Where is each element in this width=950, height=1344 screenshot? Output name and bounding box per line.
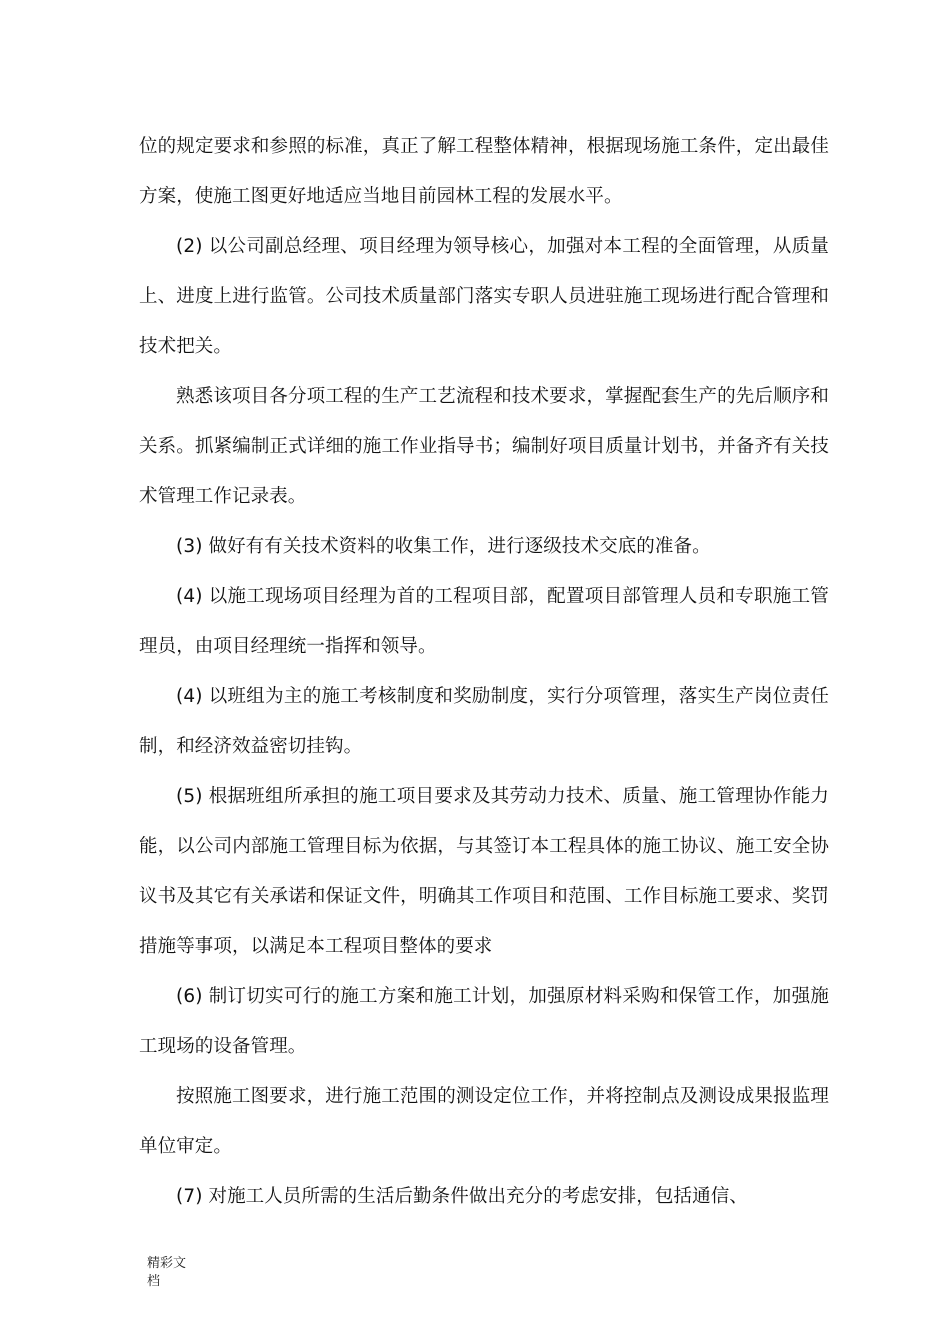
paragraph-item-4a: (4) 以施工现场项目经理为首的工程项目部，配置项目部管理人员和专职施工管理员，由项目经理统一指挥和领导。 [139,586,829,657]
paragraph-item-7: (7) 对施工人员所需的生活后勤条件做出充分的考虑安排，包括通信、 [176,1186,748,1207]
paragraph-item-5: (5) 根据班组所承担的施工项目要求及其劳动力技术、质量、施工管理协作能力能，以公司内部施工管理目标为依据，与其签订本工程具体的施工协议、施工安全协议书及其它有关承诺和保证文件，明确其工作项目和范围、工作目标施工要求、奖罚措施等事项，以满足本工程项目整体的要求 [139,786,829,957]
footer-line-2: 档 [147,1274,161,1289]
paragraph-survey: 按照施工图要求，进行施工范围的测设定位工作，并将控制点及测设成果报监理单位审定。 [139,1086,829,1157]
paragraph-item-2: (2) 以公司副总经理、项目经理为领导核心，加强对本工程的全面管理，从质量上、进度上进行监管。公司技术质量部门落实专职人员进驻施工现场进行配合管理和技术把关。 [139,236,829,357]
document-body [139,122,829,1222]
footer-line-1: 精彩文 [147,1256,187,1271]
paragraph-item-4b: (4) 以班组为主的施工考核制度和奖励制度，实行分项管理，落实生产岗位责任制，和经济效益密切挂钩。 [139,686,829,757]
paragraph-item-3: (3) 做好有有关技术资料的收集工作，进行逐级技术交底的准备。 [176,536,711,557]
paragraph-continuation: 位的规定要求和参照的标准，真正了解工程整体精神，根据现场施工条件，定出最佳方案，使施工图更好地适应当地目前园林工程的发展水平。 [139,136,829,207]
page-footer [147,1255,207,1291]
paragraph-item-6: (6) 制订切实可行的施工方案和施工计划，加强原材料采购和保管工作，加强施工现场的设备管理。 [139,986,829,1057]
paragraph-familiarize: 熟悉该项目各分项工程的生产工艺流程和技术要求，掌握配套生产的先后顺序和关系。抓紧编制正式详细的施工作业指导书；编制好项目质量计划书，并备齐有关技术管理工作记录表。 [139,386,829,507]
